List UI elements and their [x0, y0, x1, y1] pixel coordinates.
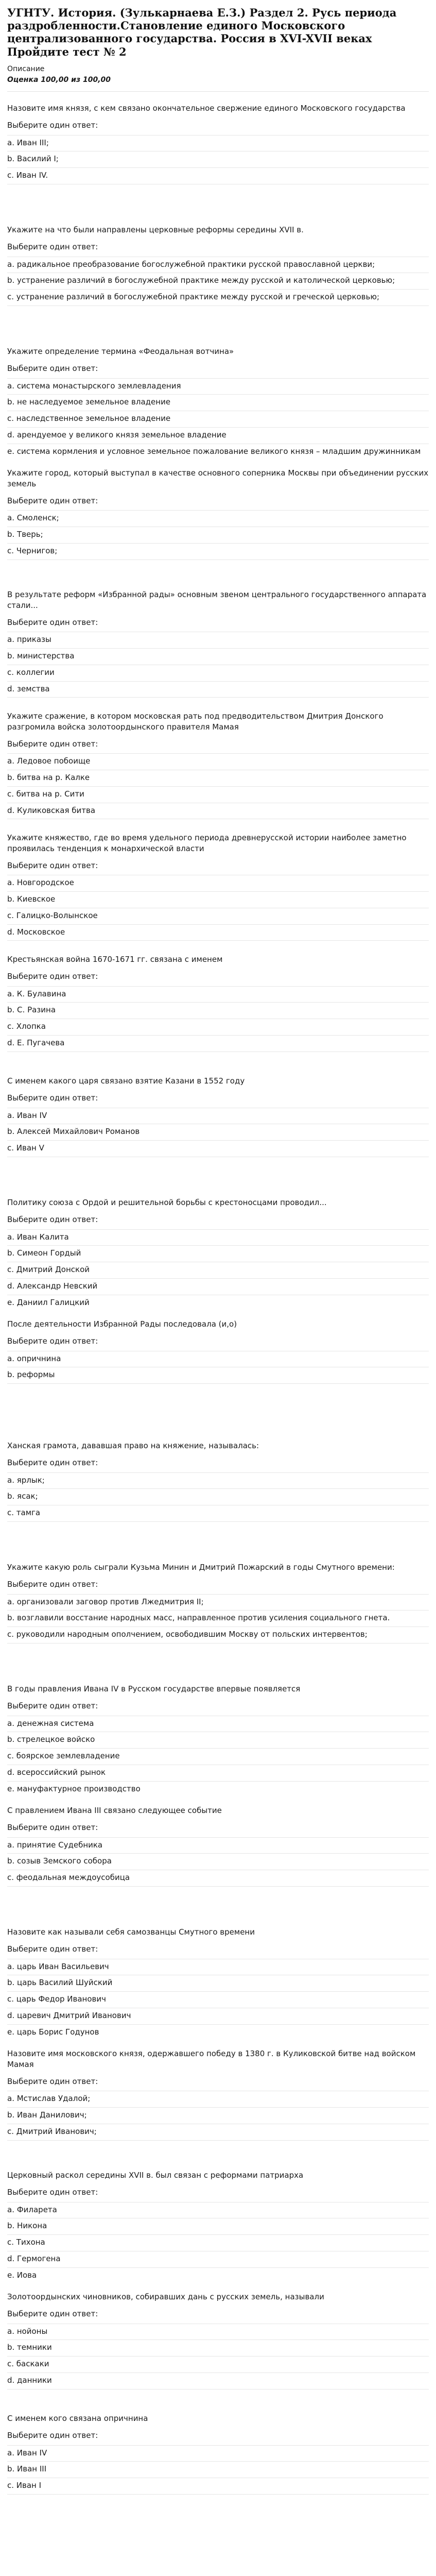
- answer-option[interactable]: a. денежная система: [7, 1716, 429, 1732]
- answer-hint: Выберите один ответ:: [7, 242, 98, 252]
- answer-option[interactable]: c. Иван V: [7, 1140, 429, 1157]
- question-text: Укажите на что были направлены церковные реформы середины XVII в.: [7, 225, 304, 235]
- question-text: Церковный раскол середины XVII в. был связан с реформами патриарха: [7, 2171, 304, 2180]
- answer-option[interactable]: c. Чернигов;: [7, 543, 429, 560]
- answer-option[interactable]: b. Иван III: [7, 2461, 429, 2478]
- description-label: Описание: [7, 64, 45, 73]
- question-block: [7, 335, 429, 456]
- answer-option[interactable]: b. министерства: [7, 648, 429, 665]
- question-text: Укажите определение термина «Феодальная вотчина»: [7, 347, 234, 357]
- answer-option[interactable]: a. организовали заговор против Лжедмитрия II;: [7, 1594, 429, 1611]
- answer-option[interactable]: c. Дмитрий Иванович;: [7, 2124, 429, 2141]
- question-text: С именем какого царя связано взятие Казани в 1552 году: [7, 1076, 245, 1086]
- question-block: [7, 821, 429, 943]
- answer-option[interactable]: d. арендуемое у великого князя земельное владение: [7, 427, 429, 444]
- answer-option[interactable]: a. приказы: [7, 632, 429, 648]
- question-block: [7, 1429, 429, 1551]
- answer-option[interactable]: d. всероссийский рынок: [7, 1765, 429, 1781]
- answer-options: [7, 2202, 429, 2281]
- answer-option[interactable]: c. Хлопка: [7, 1019, 429, 1035]
- answer-option[interactable]: d. царевич Дмитрий Иванович: [7, 2008, 429, 2024]
- answer-option[interactable]: b. стрелецкое войско: [7, 1732, 429, 1748]
- answer-option[interactable]: d. земства: [7, 681, 429, 698]
- answer-option[interactable]: c. царь Федор Иванович: [7, 1991, 429, 2008]
- answer-hint: Выберите один ответ:: [7, 617, 98, 627]
- answer-options: [7, 1716, 429, 1794]
- answer-option[interactable]: a. ярлык;: [7, 1472, 429, 1489]
- answer-option[interactable]: d. Куликовская битва: [7, 803, 429, 819]
- answer-hint: Выберите один ответ:: [7, 1093, 98, 1103]
- question-text: Золотоордынских чиновников, собиравших дань с русских земель, называли: [7, 2292, 324, 2302]
- question-text: Укажите княжество, где во время удельного периода древнерусской истории наиболее заметно проявилась тенденция к монархической власти: [7, 833, 407, 854]
- question-text: С правлением Ивана III связано следующее событие: [7, 1806, 222, 1816]
- question-block: [7, 1308, 429, 1429]
- answer-option[interactable]: c. битва на р. Сити: [7, 786, 429, 803]
- answer-options: [7, 135, 429, 184]
- question-text: После деятельности Избранной Рады последовала (и,о): [7, 1319, 237, 1329]
- question-block: [7, 2159, 429, 2280]
- answer-hint: Выберите один ответ:: [7, 739, 98, 749]
- answer-option[interactable]: e. Иова: [7, 2267, 429, 2281]
- answer-hint: Выберите один ответ:: [7, 860, 98, 870]
- answer-option[interactable]: a. Иван III;: [7, 135, 429, 151]
- answer-options: [7, 1229, 429, 1308]
- answer-option[interactable]: b. Алексей Михайлович Романов: [7, 1124, 429, 1140]
- question-block: [7, 213, 429, 335]
- question-block: [7, 943, 429, 1064]
- answer-options: [7, 632, 429, 698]
- question-text: Назовите как называли себя самозванцы Смутного времени: [7, 1927, 255, 1937]
- answer-option[interactable]: c. Тихона: [7, 2234, 429, 2251]
- answer-option[interactable]: b. ясак;: [7, 1488, 429, 1505]
- answer-option[interactable]: a. нойоны: [7, 2324, 429, 2340]
- score-text: Оценка 100,00 из 100,00: [7, 76, 111, 84]
- question-text: С именем кого связана опричнина: [7, 2414, 148, 2424]
- question-text: Укажите какую роль сыграли Кузьма Минин и Дмитрий Пожарский в годы Смутного времени:: [7, 1563, 395, 1572]
- answer-hint: Выберите один ответ:: [7, 1458, 98, 1468]
- answer-option[interactable]: b. Тверь;: [7, 527, 429, 543]
- answer-option[interactable]: e. мануфактурное производство: [7, 1781, 429, 1794]
- answer-option[interactable]: c. Галицко-Волынское: [7, 908, 429, 924]
- answer-hint: Выберите один ответ:: [7, 364, 98, 374]
- answer-option[interactable]: d. Александр Невский: [7, 1278, 429, 1295]
- answer-options: [7, 2091, 429, 2140]
- question-block: [7, 456, 429, 578]
- answer-hint: Выберите один ответ:: [7, 2309, 98, 2319]
- answer-option[interactable]: a. опричнина: [7, 1351, 429, 1367]
- answer-option[interactable]: c. баскаки: [7, 2356, 429, 2372]
- answer-option[interactable]: c. Дмитрий Донской: [7, 1262, 429, 1278]
- answer-options: [7, 257, 429, 306]
- answer-options: [7, 1594, 429, 1643]
- question-text: Крестьянская война 1670-1671 гг. связана с именем: [7, 955, 223, 964]
- page-title: УГНТУ. История. (Зулькарнаева Е.З.) Раздел 2. Русь периода раздробленности.Становление единого Московского централизованного государства. Россия в XVI-XVII веках Пройдите тест № 2: [7, 6, 397, 58]
- answer-option[interactable]: a. К. Булавина: [7, 986, 429, 1003]
- question-text: Назовите имя московского князя, одержавшего победу в 1380 г. в Куликовской битве над войском Мамая: [7, 2049, 416, 2070]
- answer-option[interactable]: c. феодальная междоусобица: [7, 1870, 429, 1887]
- answer-option[interactable]: a. радикальное преобразование богослужебной практики русской православной церкви;: [7, 257, 429, 273]
- question-text: Ханская грамота, дававшая право на княжение, называлась:: [7, 1441, 259, 1451]
- answer-option[interactable]: b. устранение различий в богослужебной практике между русской и католической церковью;: [7, 273, 429, 289]
- answer-option[interactable]: a. Мстислав Удалой;: [7, 2091, 429, 2107]
- answer-option[interactable]: a. царь Иван Васильевич: [7, 1959, 429, 1975]
- question-text: Укажите город, который выступал в качестве основного соперника Москвы при объединении русских земель: [7, 468, 429, 489]
- question-block: [7, 1916, 429, 2037]
- question-block: [7, 1551, 429, 1672]
- answer-options: [7, 753, 429, 821]
- answer-hint: Выберите один ответ:: [7, 1215, 98, 1225]
- question-block: [7, 1794, 429, 1916]
- answer-option[interactable]: d. данники: [7, 2372, 429, 2389]
- question-block: [7, 2037, 429, 2159]
- question-block: [7, 578, 429, 700]
- answer-options: [7, 2445, 429, 2495]
- answer-option[interactable]: c. руководили народным ополчением, освободившим Москву от польских интервентов;: [7, 1626, 429, 1643]
- answer-option[interactable]: a. Ледовое побоище: [7, 753, 429, 770]
- questions-list: [7, 92, 429, 2523]
- question-text: В результате реформ «Избранной рады» основным звеном центрального государственного аппарата стали...: [7, 590, 427, 611]
- answer-option[interactable]: a. Новгородское: [7, 875, 429, 891]
- answer-hint: Выберите один ответ:: [7, 496, 98, 505]
- answer-hint: Выберите один ответ:: [7, 1336, 98, 1346]
- answer-option[interactable]: d. Е. Пугачева: [7, 1035, 429, 1052]
- answer-hint: Выберите один ответ:: [7, 1823, 98, 1833]
- answer-option[interactable]: e. Даниил Галицкий: [7, 1295, 429, 1308]
- answer-option[interactable]: a. Иван IV: [7, 2445, 429, 2462]
- answer-hint: Выберите один ответ:: [7, 2188, 98, 2197]
- answer-option[interactable]: a. Иван IV: [7, 1108, 429, 1124]
- answer-options: [7, 510, 429, 560]
- answer-option[interactable]: e. царь Борис Годунов: [7, 2024, 429, 2038]
- answer-hint: Выберите один ответ:: [7, 2431, 98, 2441]
- question-block: [7, 700, 429, 821]
- answer-option[interactable]: c. устранение различий в богослужебной практике между русской и греческой церковью;: [7, 289, 429, 306]
- answer-hint: Выберите один ответ:: [7, 972, 98, 981]
- answer-option[interactable]: a. принятие Судебника: [7, 1837, 429, 1854]
- answer-options: [7, 1472, 429, 1522]
- question-block: [7, 1064, 429, 1186]
- answer-option[interactable]: a. система монастырского землевладения: [7, 378, 429, 395]
- question-text: Укажите сражение, в котором московская рать под предводительством Дмитрия Донского разгромила войска золотоордынского правителя Мамая: [7, 711, 383, 732]
- answer-option[interactable]: d. Московское: [7, 924, 429, 941]
- answer-option[interactable]: a. Иван Калита: [7, 1229, 429, 1246]
- question-block: [7, 92, 429, 213]
- question-text: Назовите имя князя, с кем связано окончательное свержение единого Московского государства: [7, 104, 406, 113]
- answer-option[interactable]: c. боярское землевладение: [7, 1748, 429, 1765]
- answer-option[interactable]: b. Никона: [7, 2218, 429, 2234]
- answer-option[interactable]: b. Симеон Гордый: [7, 1245, 429, 1262]
- answer-option[interactable]: b. созыв Земского собора: [7, 1853, 429, 1870]
- answer-option[interactable]: c. Иван IV.: [7, 167, 429, 184]
- answer-options: [7, 1108, 429, 1157]
- question-text: Политику союза с Ордой и решительной борьбы с крестоносцами проводил...: [7, 1198, 327, 1208]
- answer-options: [7, 986, 429, 1052]
- answer-option[interactable]: c. наследственное земельное владение: [7, 411, 429, 427]
- answer-options: [7, 875, 429, 943]
- answer-option[interactable]: b. реформы: [7, 1367, 429, 1384]
- answer-hint: Выберите один ответ:: [7, 2076, 98, 2086]
- answer-option[interactable]: c. коллегии: [7, 665, 429, 681]
- answer-option[interactable]: d. Гермогена: [7, 2251, 429, 2267]
- answer-option[interactable]: b. царь Василий Шуйский: [7, 1975, 429, 1991]
- answer-option[interactable]: e. система кормления и условное земельное пожалование великого князя – младшим дружинникам: [7, 444, 429, 457]
- question-block: [7, 2402, 429, 2523]
- answer-hint: Выберите один ответ:: [7, 1944, 98, 1954]
- answer-options: [7, 378, 429, 457]
- answer-options: [7, 1351, 429, 1384]
- answer-option[interactable]: b. возглавили восстание народных масс, направленное против усиления социального гнета.: [7, 1610, 429, 1626]
- answer-options: [7, 2324, 429, 2389]
- answer-option[interactable]: b. Киевское: [7, 891, 429, 908]
- answer-option[interactable]: a. Смоленск;: [7, 510, 429, 527]
- answer-hint: Выберите один ответ:: [7, 1580, 98, 1589]
- answer-hint: Выберите один ответ:: [7, 1701, 98, 1711]
- question-block: [7, 2280, 429, 2402]
- answer-option[interactable]: b. не наследуемое земельное владение: [7, 394, 429, 411]
- answer-option[interactable]: b. темники: [7, 2340, 429, 2356]
- answer-option[interactable]: b. Василий I;: [7, 151, 429, 167]
- answer-option[interactable]: b. битва на р. Калке: [7, 770, 429, 786]
- question-block: [7, 1186, 429, 1308]
- answer-option[interactable]: b. С. Разина: [7, 1002, 429, 1019]
- answer-options: [7, 1959, 429, 2038]
- answer-option[interactable]: b. Иван Данилович;: [7, 2107, 429, 2124]
- answer-option[interactable]: a. Филарета: [7, 2202, 429, 2218]
- answer-hint: Выберите один ответ:: [7, 121, 98, 130]
- answer-options: [7, 1837, 429, 1887]
- answer-option[interactable]: c. Иван I: [7, 2478, 429, 2495]
- question-text: В годы правления Ивана IV в Русском государстве впервые появляется: [7, 1684, 301, 1694]
- question-block: [7, 1672, 429, 1794]
- answer-option[interactable]: c. тамга: [7, 1505, 429, 1522]
